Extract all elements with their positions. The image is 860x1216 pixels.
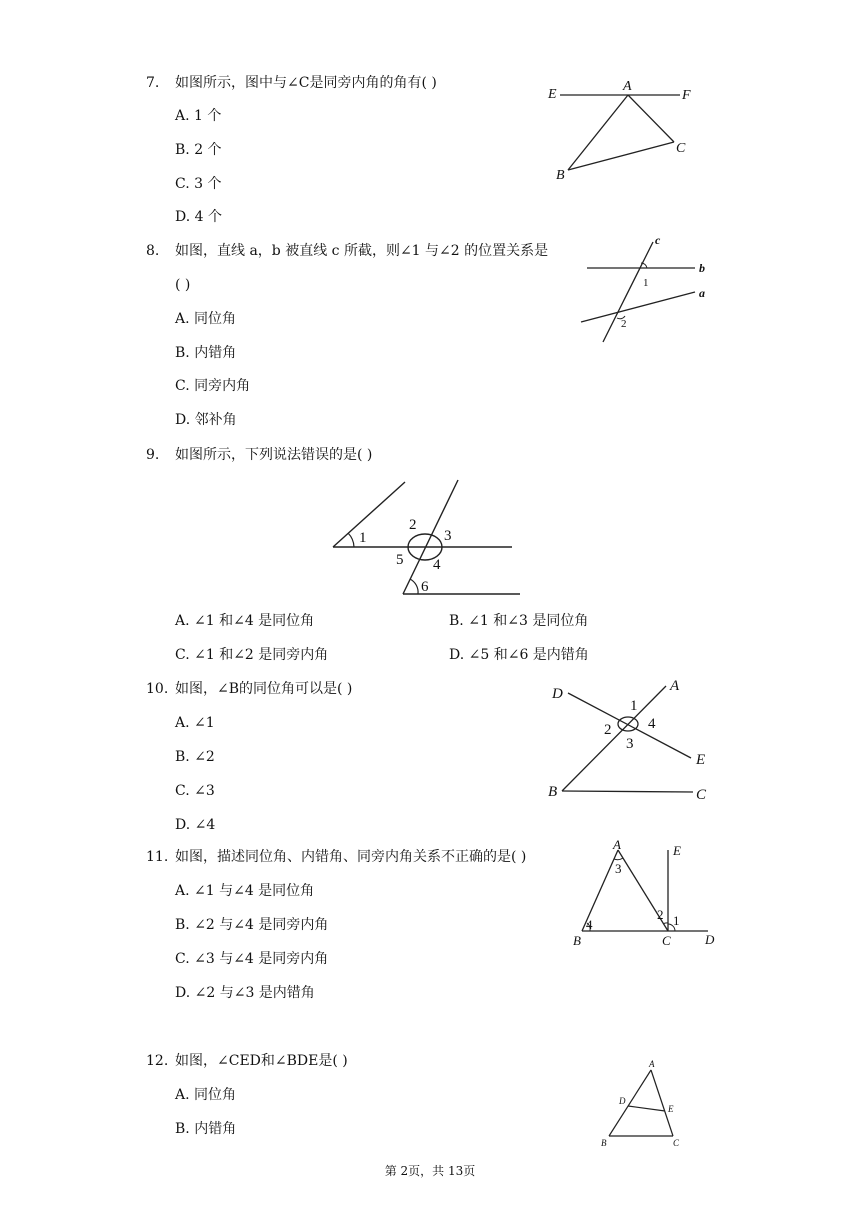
- label-A: A: [613, 837, 621, 852]
- question-number: 10.: [146, 681, 169, 697]
- option-a: A. ∠1 与∠4 是同位角: [175, 883, 315, 899]
- label-2: 2: [657, 907, 664, 922]
- label-B: B: [601, 1138, 607, 1148]
- label-1: 1: [359, 530, 367, 546]
- option-c: C. ∠3 与∠4 是同旁内角: [175, 951, 329, 967]
- option-b: B. ∠2 与∠4 是同旁内角: [175, 917, 329, 933]
- option-b: B. 内错角: [175, 1121, 237, 1137]
- label-F: F: [682, 88, 691, 103]
- question-stem: 如图，∠B的同位角可以是( ): [175, 681, 353, 697]
- label-B: B: [556, 168, 565, 183]
- label-2: 2: [604, 722, 612, 738]
- option-b: B. ∠1 和∠3 是同位角: [449, 613, 589, 629]
- option-d: D. ∠2 与∠3 是内错角: [175, 985, 315, 1001]
- label-6: 6: [421, 579, 429, 595]
- option-c: C. 3 个: [175, 176, 222, 192]
- label-D: D: [552, 686, 563, 702]
- option-b: B. 2 个: [175, 142, 222, 158]
- option-d: D. 邻补角: [175, 412, 237, 428]
- label-C: C: [673, 1138, 680, 1148]
- label-A: A: [649, 1059, 655, 1069]
- label-3: 3: [626, 736, 634, 752]
- question-stem: 如图所示，下列说法错误的是( ): [175, 447, 373, 463]
- label-5: 5: [396, 552, 404, 568]
- figure-q9: [330, 478, 530, 603]
- label-C: C: [696, 787, 707, 803]
- question-number: 7.: [146, 75, 160, 91]
- figure-q7: [540, 72, 720, 187]
- label-2: 2: [621, 318, 627, 330]
- page-footer: 第 2页，共 13页: [384, 1164, 476, 1178]
- label-3: 3: [444, 528, 452, 544]
- option-a: A. 同位角: [175, 1087, 237, 1103]
- label-E: E: [696, 752, 706, 768]
- label-E: E: [673, 843, 681, 858]
- label-1: 1: [673, 913, 680, 928]
- label-4: 4: [433, 557, 441, 573]
- label-D: D: [619, 1096, 626, 1106]
- label-C: C: [676, 141, 686, 156]
- label-c: c: [655, 233, 661, 247]
- label-4: 4: [586, 917, 593, 932]
- label-B: B: [548, 784, 558, 800]
- question-stem: 如图，∠CED和∠BDE是( ): [175, 1053, 348, 1069]
- option-d: D. ∠4: [175, 817, 216, 833]
- question-stem: 如图所示，图中与∠C是同旁内角的角有( ): [175, 75, 437, 91]
- label-D: D: [705, 932, 715, 947]
- option-a: A. 同位角: [175, 311, 237, 327]
- question-stem-continued: ( ): [175, 277, 191, 293]
- label-a: a: [699, 286, 705, 300]
- label-E: E: [548, 87, 557, 102]
- option-b: B. 内错角: [175, 345, 237, 361]
- label-E: E: [668, 1104, 674, 1114]
- option-c: C. 同旁内角: [175, 378, 251, 394]
- label-B: B: [573, 933, 581, 948]
- question-stem: 如图，直线 a，b 被直线 c 所截，则∠1 与∠2 的位置关系是: [175, 243, 549, 259]
- figure-q8: [575, 232, 725, 347]
- question-number: 11.: [146, 849, 169, 865]
- option-a: A. ∠1: [175, 715, 215, 731]
- option-a: A. ∠1 和∠4 是同位角: [175, 613, 315, 629]
- label-b: b: [699, 261, 705, 275]
- option-a: A. 1 个: [175, 108, 222, 124]
- option-b: B. ∠2: [175, 749, 215, 765]
- label-C: C: [662, 933, 671, 948]
- question-number: 9.: [146, 447, 160, 463]
- option-d: D. ∠5 和∠6 是内错角: [449, 647, 589, 663]
- question-stem: 如图，描述同位角、内错角、同旁内角关系不正确的是( ): [175, 849, 527, 865]
- option-c: C. ∠3: [175, 783, 215, 799]
- figure-q12: [595, 1056, 695, 1156]
- label-A: A: [623, 79, 632, 94]
- label-A: A: [670, 678, 680, 694]
- question-number: 12.: [146, 1053, 169, 1069]
- option-d: D. 4 个: [175, 209, 222, 225]
- label-4: 4: [648, 716, 656, 732]
- label-2: 2: [409, 517, 417, 533]
- question-number: 8.: [146, 243, 160, 259]
- option-c: C. ∠1 和∠2 是同旁内角: [175, 647, 329, 663]
- label-1: 1: [630, 698, 638, 714]
- figure-q11: [570, 838, 720, 953]
- label-1: 1: [643, 277, 649, 289]
- figure-q10: [548, 676, 723, 806]
- label-3: 3: [615, 861, 622, 876]
